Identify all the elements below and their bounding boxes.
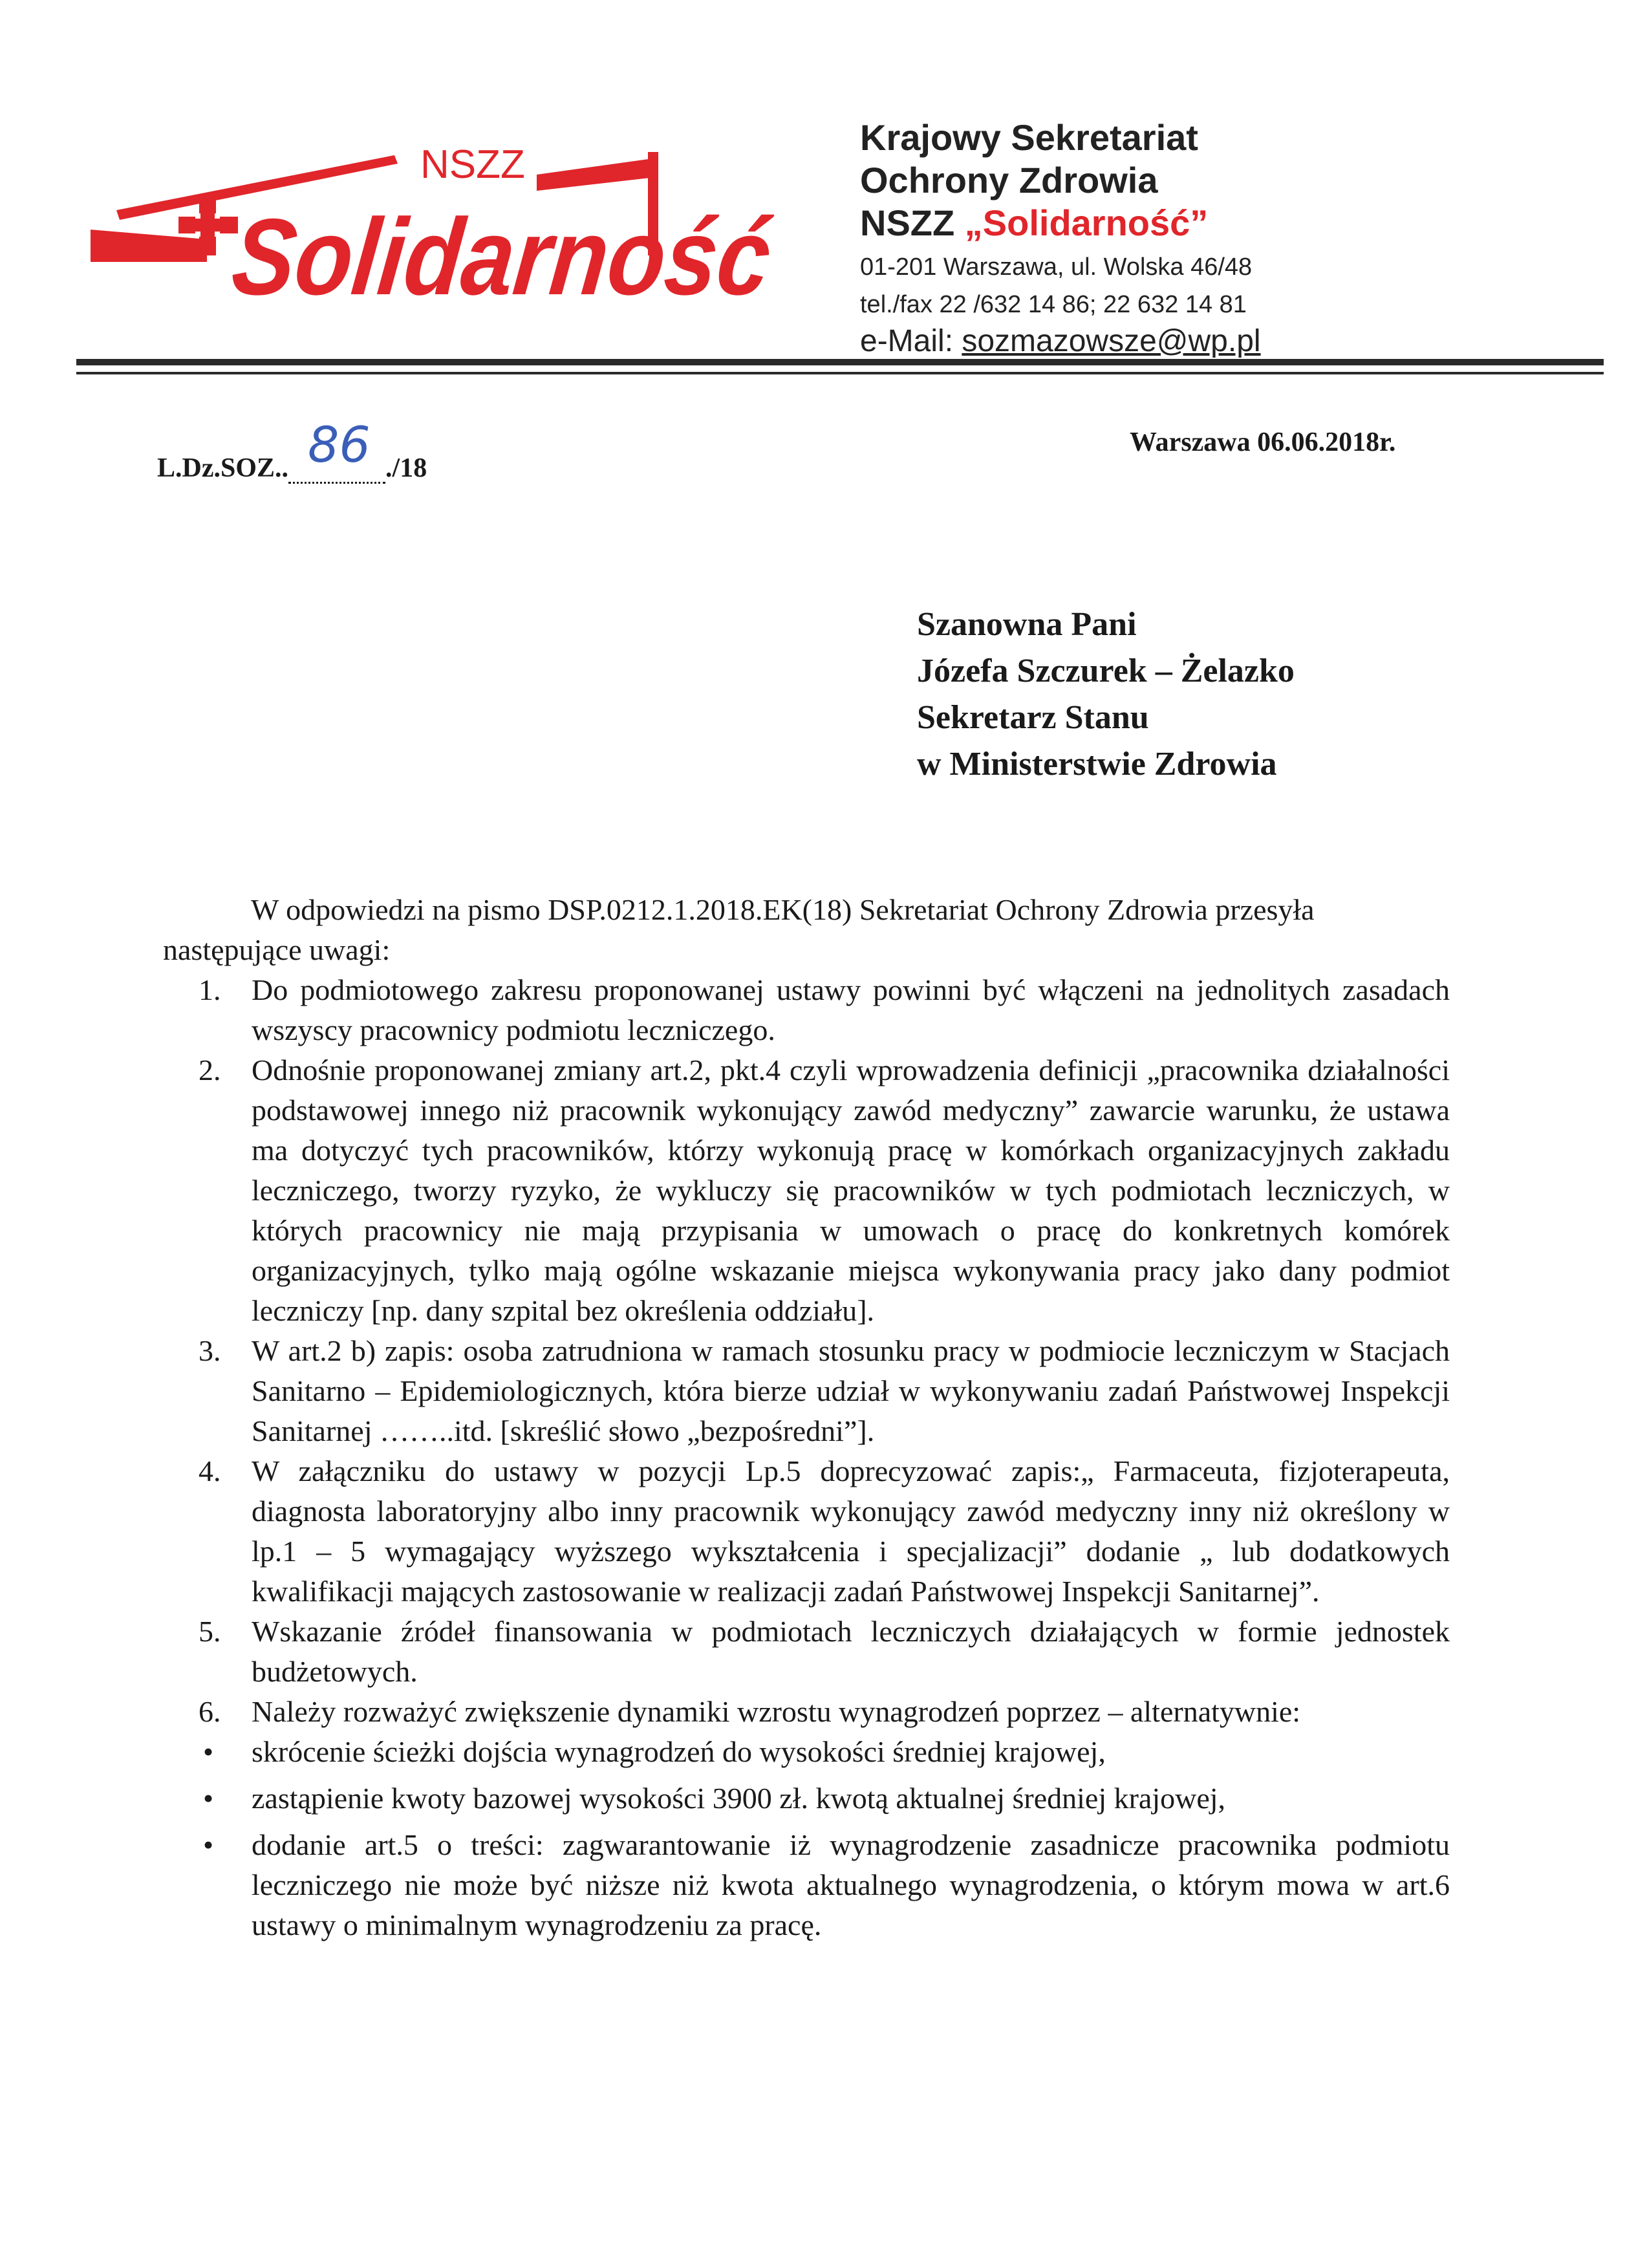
remarks-list: [163, 970, 1450, 1945]
item-text: Wskazanie źródeł finansowania w podmiotach leczniczych działających w formie jednostek budżetowych.: [252, 1615, 1450, 1688]
org-phone: tel./fax 22 /632 14 86; 22 632 14 81: [860, 291, 1247, 318]
nszz-solidarnosc-logo: [91, 139, 862, 333]
org-name-line1: Krajowy Sekretariat: [860, 117, 1198, 158]
logo-wedge: [91, 230, 207, 262]
recipient-block: [917, 601, 1295, 788]
org-address: 01-201 Warszawa, ul. Wolska 46/48: [860, 254, 1253, 281]
bullet-item: [163, 1825, 1450, 1945]
bullet-text: dodanie art.5 o treści: zagwarantowanie iż wynagrodzenie zasadnicze pracownika podmiotu leczniczego nie może być niższe niż kwota aktualnego wynagrodzenia, o którym mowa w art.6 ustawy o minimalnym wynagrodzeniu za pracę.: [252, 1828, 1450, 1941]
logo-wordmark: Solidarność: [227, 195, 862, 318]
header-divider-thick: [76, 359, 1604, 365]
recipient-line: Józefa Szczurek – Żelazko: [917, 653, 1295, 689]
org-name-line2: Ochrony Zdrowia: [860, 160, 1158, 200]
bullet-text: skrócenie ścieżki dojścia wynagrodzeń do wysokości średniej krajowej,: [252, 1735, 1106, 1768]
list-item: [163, 1331, 1450, 1451]
bullet-icon: •: [203, 1735, 214, 1768]
email-label: e-Mail:: [860, 324, 962, 358]
item-number: 3.: [199, 1334, 221, 1367]
org-prefix: NSZZ: [860, 202, 965, 243]
recipient-line: Sekretarz Stanu: [917, 699, 1149, 736]
item-number: 5.: [199, 1615, 221, 1648]
org-solidarnosc: „Solidarność”: [964, 202, 1209, 243]
item-text: Należy rozważyć zwiększenie dynamiki wzrostu wynagrodzeń poprzez – alternatywnie:: [252, 1695, 1301, 1728]
reference-suffix: ./18: [385, 453, 427, 483]
reference-number: [157, 416, 427, 484]
bullet-item: [163, 1732, 1450, 1772]
org-name-line3: [860, 202, 1604, 244]
bullet-item: [163, 1778, 1450, 1819]
list-item: [163, 1451, 1450, 1612]
item-number: 1.: [199, 973, 221, 1006]
logo-nszz-text: NSZZ: [420, 142, 525, 187]
bullet-text: zastąpienie kwoty bazowej wysokości 3900 zł. kwotą aktualnej średniej krajowej,: [252, 1782, 1226, 1815]
bullet-icon: •: [203, 1828, 214, 1861]
reference-blank: [288, 416, 385, 484]
list-item: [163, 1612, 1450, 1692]
list-item: [163, 1692, 1450, 1732]
intro-text: W odpowiedzi na pismo DSP.0212.1.2018.EK(18) Sekretariat Ochrony Zdrowia przesyła następujące uwagi:: [163, 893, 1315, 966]
letter-intro: [163, 890, 1450, 970]
letter-date: Warszawa 06.06.2018r.: [1130, 427, 1396, 457]
item-number: 6.: [199, 1695, 221, 1728]
recipient-line: w Ministerstwie Zdrowia: [917, 746, 1277, 783]
item-number: 2.: [199, 1053, 221, 1086]
item-text: Do podmiotowego zakresu proponowanej ustawy powinni być włączeni na jednolitych zasadach wszyscy pracownicy podmiotu leczniczego.: [252, 973, 1450, 1046]
email-link[interactable]: sozmazowsze@wp.pl: [962, 324, 1261, 358]
list-item: [163, 970, 1450, 1050]
recipient-line: Szanowna Pani: [917, 606, 1137, 643]
logo-flag: [537, 158, 653, 191]
item-number: 4.: [199, 1454, 221, 1487]
organization-header: [860, 116, 1604, 360]
bullet-icon: •: [203, 1782, 214, 1815]
item-text: Odnośnie proponowanej zmiany art.2, pkt.4 czyli wprowadzenia definicji „pracownika działalności podstawowej innego niż pracownik wykonujący zawód medyczny” zawarcie warunku, że ustawa ma dotyczyć tych pracowników, którzy wykonują pracę w komórkach organizacyjnych zakładu leczniczego, tworzy ryzyko, że wykluczy się pracowników w tych podmiotach leczniczych, w których pracownicy nie mają przypisania w umowach o pracę do konkretnych komórek organizacyjnych, tylko mają ogólne wskazanie miejsca wykonywania pracy jako dany podmiot leczniczy [np. dany szpital bez określenia oddziału].: [252, 1053, 1450, 1327]
handwritten-number: 86: [308, 416, 371, 473]
org-email: [860, 323, 1604, 360]
item-text: W załączniku do ustawy w pozycji Lp.5 doprecyzować zapis:„ Farmaceuta, fizjoterapeuta, diagnosta laboratoryjny albo inny pracownik wykonujący zawód medyczny inny niż określony w lp.1 – 5 wymagający wyższego wykształcenia i specjalizacji” dodanie „ lub dodatkowych kwalifikacji mających zastosowanie w realizacji zadań Państwowej Inspekcji Sanitarnej”.: [252, 1454, 1450, 1608]
list-item: [163, 1050, 1450, 1331]
reference-prefix: L.Dz.SOZ..: [157, 453, 289, 483]
item-text: W art.2 b) zapis: osoba zatrudniona w ramach stosunku pracy w podmiocie leczniczym w Stacjach Sanitarno – Epidemiologicznych, która bierze udział w wykonywaniu zadań Państwowej Inspekcji Sanitarnej ……..itd. [skreślić słowo „bezpośredni”].: [252, 1334, 1450, 1447]
header-divider-thin: [76, 372, 1604, 374]
